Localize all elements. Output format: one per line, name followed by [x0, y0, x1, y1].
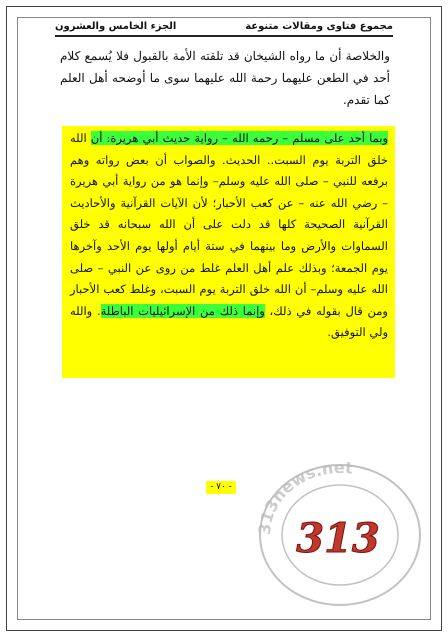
green-highlight-1: وبما أحد على مسلم – رحمه الله – رواية حديث أبي هريرة: أن: [90, 131, 388, 145]
watermark-number: 313: [296, 515, 380, 562]
page-header: [55, 19, 393, 37]
watermark-logo: [250, 460, 430, 610]
paragraph-2-body: الله خلق التربة يوم السبت.. الحديث. والصواب أن بعض رواته وهم برفعه للنبي – صلى الله عليه وسلم– وإنما هو من رواية أبي هريرة – رضي الله عنه – عن كعب الأحبار؛ لأن الآيات القرآنية والأحاديث القرآنية الصحيحة كلها قد دلت على أن الله سبحانه قد خلق السماوات والأرض وما بينهما في ستة أيام أولها يوم الأحد وآخرها يوم الجمعة؛ وبذلك علم أهل العلم غلط من روى عن النبي – صلى الله عليه وسلم– أن الله خلق التربة يوم السبت، وغلط كعب الأحبار ومن قال بقوله في ذلك،: [70, 131, 388, 318]
part-title: الجزء الخامس والعشرون: [55, 21, 177, 32]
page-number: - ٧٠ -: [206, 481, 236, 494]
watermark-ring-text: 313news.net: [254, 460, 354, 536]
paragraph-1: والخلاصة أن ما رواه الشيخان قد تلقته الأمة بالقبول فلا يُسمع كلام أحد في الطعن عليهما رحمة الله عليهما سوى ما أوضحه أهل العلم كما تقدم.: [60, 49, 390, 107]
book-title: مجموع فتاوى ومقالات متنوعة: [245, 21, 393, 32]
paragraph-2-end: . والله ولي التوفيق.: [70, 303, 388, 340]
green-highlight-2: وإنما ذلك من الإسرائيليات الباطلة: [100, 303, 265, 318]
paragraph-2: [70, 128, 388, 344]
